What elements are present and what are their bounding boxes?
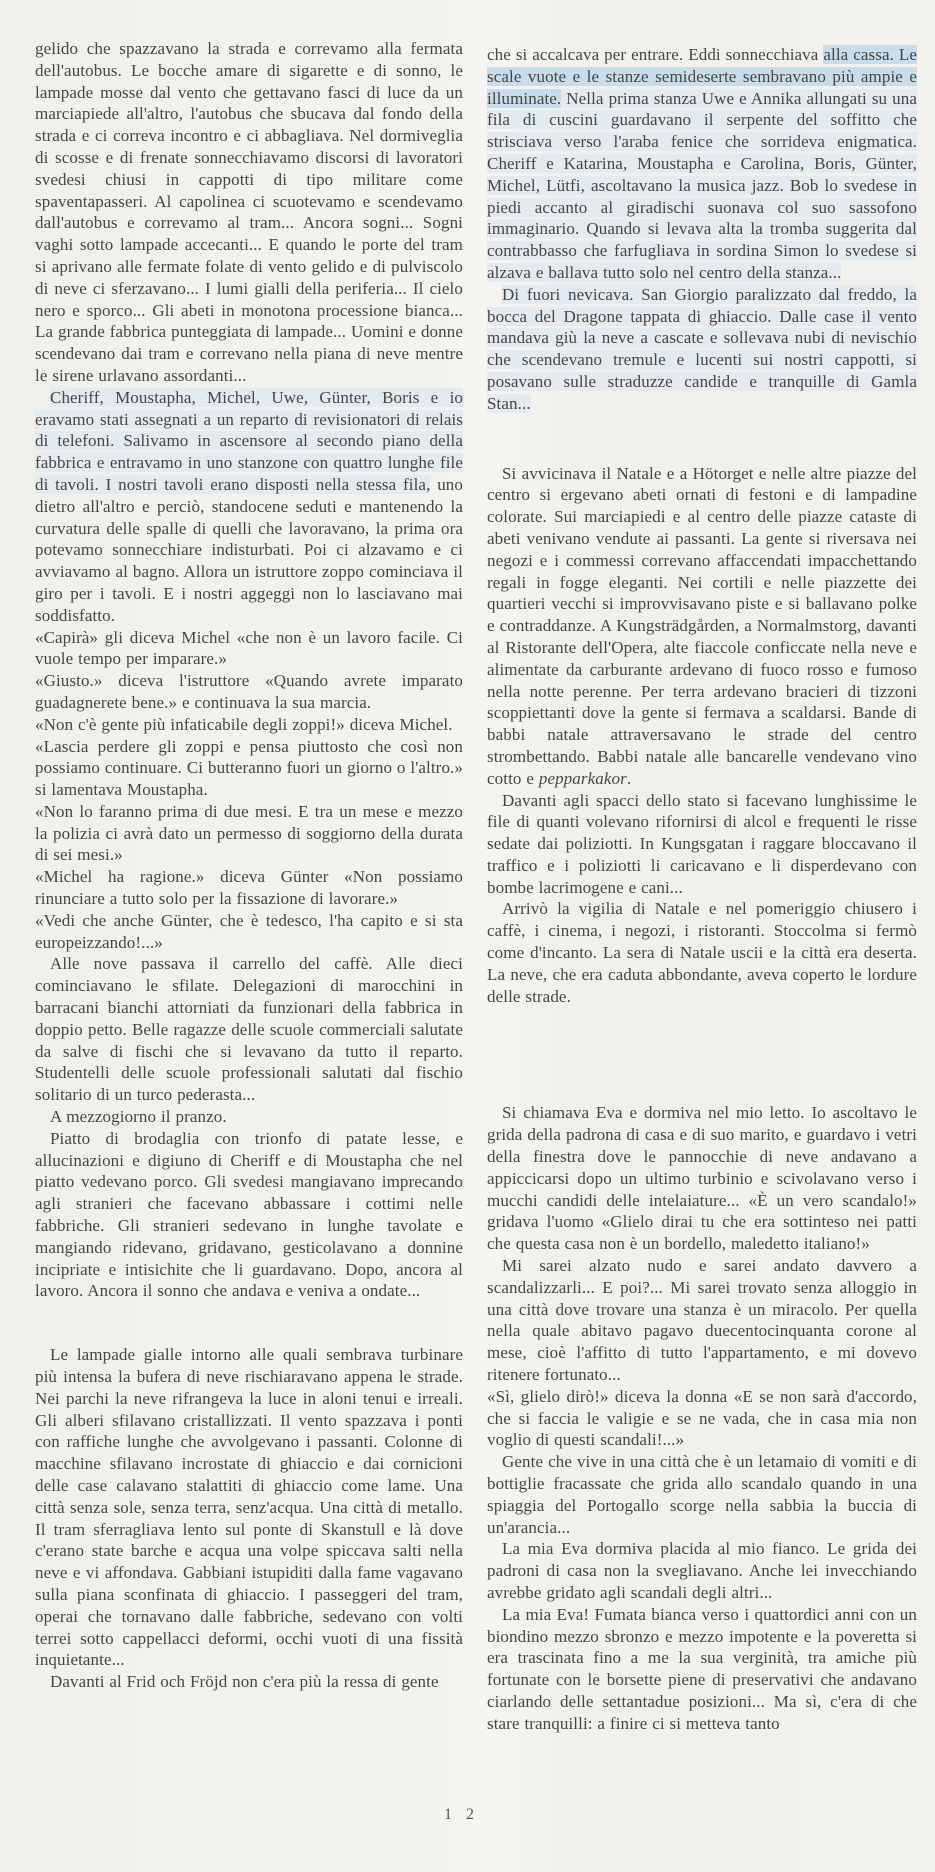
- text-segment: uno dietro all'altro e perciò, standocene seduti e mantenendo la curvatura delle spalle di quelli che lavoravano, la prima ora potevamo sonnecchiare indisturbati. Poi ci alzavamo e ci avviavamo al bagno. Allora un istruttore zoppo cominciava il giro per i tavoli. E i nostri aggeggi non lo lasciavano mai soddisfatto.: [35, 474, 463, 625]
- paragraph: [487, 1604, 917, 1735]
- paragraph: [35, 387, 463, 627]
- paragraph: [487, 463, 917, 790]
- text-segment: Le lampade gialle intorno alle quali sembrava turbinare più intensa la bufera di neve rischiaravano appena le strade. Nei parchi la neve rifrangeva la luce in aloni tenui e irreali. Gli alberi sfilavano cristallizzati. Il vento spazzava i ponti con raffiche lunghe che avvolgevano i passanti. Colonne di macchine sfilavano incrostate di ghiaccio e dai cornicioni delle case calavano stalattiti di ghiaccio come lame. Una città senza sole, senza terra, senz'acqua. Una città di metallo. Il tram sferragliava lento sul ponte di Skanstull e là dove c'erano state barche e acqua una volpe spiccava salti nella neve e vi affondava. Gabbiani istupiditi dalla fame vagavano sulla piana sconfinata di ghiaccio. I passeggeri del tram, operai che tornavano dalle fabbriche, sedevano con volti terrei sotto cappellacci deformi, occhi vuoti di una fissità inquietante...: [35, 1345, 463, 1670]
- paragraph: [487, 1538, 917, 1603]
- paragraph: [487, 898, 917, 1007]
- paragraph: [487, 284, 917, 415]
- paragraph: [35, 736, 463, 801]
- highlighted-text: Di fuori nevicava. San Giorgio paralizzato dal freddo, la bocca del Dragone tappata di ghiaccio. Dalle case il vento mandava giù la neve a cascate e sollevava nubi di nevischio che scendevano tremule e lucenti sui nostri cappotti, si posavano sulle straduzze candide e tranquille di Gamla Stan...: [487, 284, 917, 413]
- text-segment: .: [626, 768, 632, 788]
- paragraph: [35, 1344, 463, 1671]
- text-segment: che si accalcava per entrare. Eddi sonnecchiava: [487, 45, 824, 64]
- paragraph: [35, 801, 463, 866]
- text-segment: Davanti al Frid och Fröjd non c'era più la ressa di gente: [50, 1672, 439, 1692]
- left-text-column: [35, 38, 463, 1693]
- text-segment: Alle nove passava il carrello del caffè. Alle dieci cominciavano le sfilate. Delegazioni di marocchini in barracani bianchi attorniati da funzionari della fabbrica in doppio petto. Belle ragazze delle scuole commerciali salutate da salve di fischi che si levavano da tutto il reparto. Studentelli delle scuole professionali salutati dal fischio solitario di un turco pederasta...: [35, 954, 463, 1105]
- paragraph: [35, 1671, 463, 1693]
- text-segment: Mi sarei alzato nudo e sarei andato davvero a scandalizzarli... E poi?... Mi sarei trovato senza alloggio in una città dove trovare una stanza è un miracolo. Per quella nella quale abitavo pagavo duecentocinquanta corone al mese, cioè l'affitto di tutto l'appartamento, e mi dovevo ritenere fortunato...: [487, 1256, 917, 1385]
- text-segment: «Sì, glielo dirò!» diceva la donna «E se non sarà d'accordo, che si faccia le valigie e se ne vada, che in casa mia non voglio di questi scandali!...»: [487, 1386, 917, 1450]
- highlighted-text: Nella prima stanza Uwe e Annika allungati su una fila di cuscini guardavano il serpente del soffitto che strisciava verso l'araba fenice che sorrideva enigmatica. Cheriff e Katarina, Moustapha e Carolina, Boris, Günter, Michel, Lütfi, ascoltavano la musica jazz. Bob lo svedese in piedi accanto al giradischi suonava col suo sassofono immaginario. Quando si levava alta la tromba suggerita dal contrabbasso che farfugliava in sordina Simon lo svedese si alzava e ballava tutto solo nel centro della stanza...: [487, 88, 917, 282]
- page-number: 1 2: [444, 1806, 479, 1823]
- paragraph: [487, 790, 917, 899]
- text-segment: «Capirà» gli diceva Michel «che non è un lavoro facile. Ci vuole tempo per imparare.»: [35, 627, 463, 669]
- text-segment: Piatto di brodaglia con trionfo di patate lesse, e allucinazioni e digiuno di Cheriff e di Moustapha che nel piatto vedevano porco. Gli svedesi mangiavano imprecando agli stranieri che facevano abbassare i cottimi nelle fabbriche. Gli stranieri sedevano in lunghe tavolate e mangiando ridevano, gridavano, gesticolavano a donnine incipriate e intisichite che li guardavano. Dopo, ancora al lavoro. Ancora il sonno che andava e veniva a ondate...: [35, 1128, 463, 1301]
- highlighted-text: alla cassa. Le scale vuote e le stanze semideserte sembravano più ampie e illuminate.: [487, 45, 917, 108]
- paragraph: [35, 910, 463, 954]
- text-segment: Si avvicinava il Natale e a Hötorget e nelle altre piazze del centro si ergevano abeti ornati di festoni e di lampadine colorate. Sui marciapiedi e al centro delle piazze cataste di abeti venivano vendute ai passanti. La gente si riversava nei negozi e i commessi correvano affaccendati impacchettando regali in fogge eleganti. Nei cortili e nelle piazzette dei quartieri vecchi si improvvisavano piste e si ballavano polke e contraddanze. A Kungsträdgården, a Normalmstorg, davanti al Ristorante dell'Opera, alte fiaccole conficcate nella neve e alimentate da carburante ardevano di fuoco rosso e fumoso nella notte perenne. Per terra ardevano bracieri di tizzoni scoppiettanti dove la gente si fermava a scaldarsi. Bande di babbi natale attraversavano le strade del centro strombettando. Babbi natale alle bancarelle vendevano vino cotto e: [487, 463, 917, 788]
- paragraph: [35, 670, 463, 714]
- text-segment: La mia Eva dormiva placida al mio fianco. Le grida dei padroni di casa non la svegliavano. Anche lei invecchiando avrebbe gridato agli scandali degli altri...: [487, 1539, 917, 1602]
- text-segment: La mia Eva! Fumata bianca verso i quattordici anni con un biondino mezzo sbronzo e mezzo impotente e la poveretta si era trascinata fino a me la sua verginità, tra amiche più fortunate con le borsette piene di preservativi che andavano ciarlando delle settantadue posizioni... Ma sì, c'era di che stare tranquilli: a finire ci si metteva tanto: [487, 1604, 917, 1733]
- paragraph: [35, 627, 463, 671]
- paragraph: [487, 1255, 917, 1386]
- paragraph: [35, 866, 463, 910]
- text-segment: «Vedi che anche Günter, che è tedesco, l'ha capito e si sta europeizzando!...»: [35, 910, 463, 952]
- paragraph: [35, 714, 463, 736]
- text-segment: pepparkakor: [538, 768, 627, 788]
- paragraph: [35, 1128, 463, 1302]
- paragraph: [35, 1106, 463, 1128]
- paragraph: [487, 1451, 917, 1538]
- text-segment: «Non c'è gente più infaticabile degli zoppi!» diceva Michel.: [35, 714, 453, 734]
- text-segment: «Michel ha ragione.» diceva Günter «Non possiamo rinunciare a tutto solo per la fissazione di lavorare.»: [35, 867, 463, 909]
- paragraph: [487, 44, 917, 284]
- text-segment: «Non lo faranno prima di due mesi. E tra un mese e mezzo la polizia ci avrà dato un permesso di soggiorno della durata di sei mesi.»: [35, 801, 463, 865]
- paragraph: [487, 1386, 917, 1451]
- text-segment: «Lascia perdere gli zoppi e pensa piuttosto che così non possiamo continuare. Ci butteranno fuori un giorno o l'altro.» si lamentava Moustapha.: [35, 736, 463, 800]
- text-segment: Si chiamava Eva e dormiva nel mio letto. Io ascoltavo le grida della padrona di casa e di suo marito, e guardavo i vetri della finestra dove le pannocchie di neve andavano a appiccicarsi dopo un ultimo turbinio e scivolavano verso i mucchi candidi delle intelaiature... «È un vero scandalo!» gridava l'uomo «Glielo dirai tu che era sottinteso nei patti che questa casa non è un bordello, maledetto italiano!»: [487, 1103, 917, 1254]
- text-segment: «Giusto.» diceva l'istruttore «Quando avrete imparato guadagnerete bene.» e continuava la sua marcia.: [35, 671, 463, 712]
- text-segment: Arrivò la vigilia di Natale e nel pomeriggio chiusero i caffè, i cinema, i negozi, i ristoranti. Stoccolma si fermò come d'incanto. La sera di Natale uscii e la città era deserta. La neve, che era caduta abbondante, aveva coperto le lordure delle strade.: [487, 899, 917, 1006]
- text-segment: gelido che spazzavano la strada e correvamo alla fermata dell'autobus. Le bocche amare di sigarette e di sonno, le lampade mosse dal vento che gettavano fasci di luce da un marciapiede all'altro, l'autobus che sbucava dal fondo della strada e ci correva incontro e ci abbagliava. Nel dormiveglia di scosse e di frenate sonnecchiavamo discorsi di lavoratori svedesi chiusi in cappotti di tipo militare come spaventapasseri. Al capolinea ci scuotevamo e scendevamo dall'autobus e correvamo al tram... Ancora sogni... Sogni vaghi sotto lampade accecanti... E quando le porte del tram si aprivano alle fermate folate di vento gelido e di pulviscolo di neve ci sferzavano... I lumi gialli della periferia... Il cielo nero e sporco... Gli abeti in monotona processione bianca... La grande fabbrica punteggiata di lampade... Uomini e donne scendevano dai tram e correvano nella piana di neve mentre le sirene urlavano assordanti...: [35, 39, 463, 385]
- paragraph: [487, 1102, 917, 1255]
- text-segment: A mezzogiorno il pranzo.: [50, 1107, 227, 1127]
- paragraph: [35, 953, 463, 1106]
- text-segment: Gente che vive in una città che è un letamaio di vomiti e di bottiglie fracassate che grida allo scandalo quando in una spiaggia del Portogallo scorge nella sabbia la buccia di un'arancia...: [487, 1452, 917, 1537]
- paragraph: [35, 38, 463, 387]
- right-text-column: [487, 44, 917, 1735]
- highlighted-text: Cheriff, Moustapha, Michel, Uwe, Günter, Boris e io eravamo stati assegnati a un reparto di revisionatori di relais di telefoni. Salivamo in ascensore al secondo piano della fabbrica e entravamo in uno stanzone con quattro lunghe file di tavoli. I nostri tavoli erano disposti nella stessa fila,: [35, 387, 463, 494]
- text-segment: Davanti agli spacci dello stato si facevano lunghissime le file di quanti volevano rifornirsi di alcol e frequenti le risse sedate dai poliziotti. In Kungsgatan i raggare bloccavano il traffico e i poliziotti li caricavano e li disperdevano con bombe lacrimogene e cani...: [487, 790, 917, 897]
